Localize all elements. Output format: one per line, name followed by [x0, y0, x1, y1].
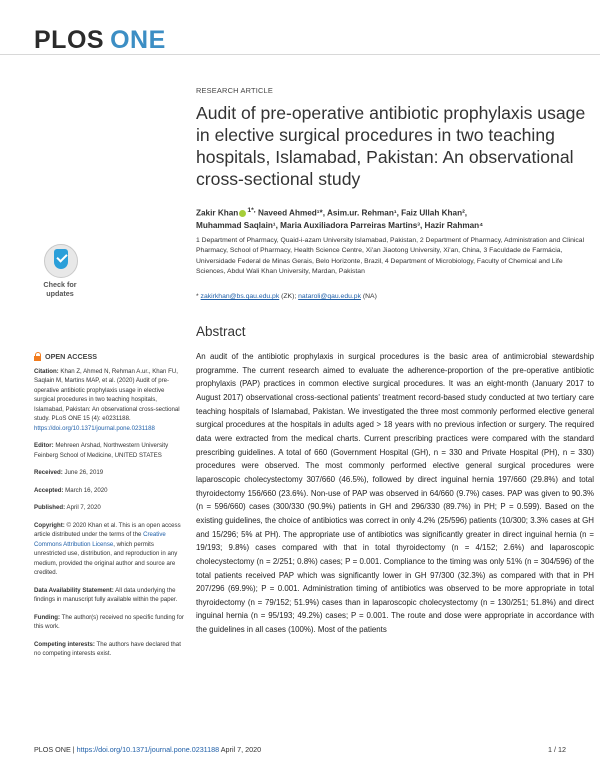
open-access-label [34, 352, 184, 362]
footer-date: April 7, 2020 [219, 745, 262, 754]
editor-label: Editor: [34, 442, 54, 449]
logo-plos: PLOS [34, 26, 105, 54]
header-divider [0, 54, 600, 55]
competing-label: Competing interests: [34, 640, 95, 648]
article-info-sidebar [34, 352, 184, 667]
check-for-updates-badge[interactable] [34, 244, 86, 306]
article-type: RESEARCH ARTICLE [196, 86, 273, 95]
email-end: (NA) [360, 293, 377, 300]
author-rest-line1: Naveed Ahmed¹*, Asim.ur. Rehman¹, Faiz Ullah Khan², [255, 208, 468, 218]
funding-label: Funding: [34, 613, 61, 621]
competing-text: The authors have declared that no competing interests exist. [34, 640, 181, 657]
footer-journal: PLOS ONE | [34, 745, 77, 754]
funding-text: The author(s) received no specific funding for this work. [34, 613, 184, 630]
abstract-body: An audit of the antibiotic prophylaxis in surgical procedures is the basic area of antimicrobial stewardship programme. The current research aimed to evaluate the adherence-proportion of the pre-operative antibiotic prophylaxis (PAP) practices in common elective surgical procedures. It was an eight-month (January 2017 to August 2017) observational cross-sectional patients' treatment record-based study conducted at two tertiary care teaching hospitals of Islamabad, Pakistan. We investigated the three most commonly performed elective general surgical procedures at the hospitals in adults aged > 18 years with no previous infection or surgery. The required data were extracted from the medical charts. Current prescribing practices were compared with the standard prescribing guidelines. A total of 660 (Government Hospital (GH), n = 330 and Private Hospital (PH), n = 330) procedures were observed. The most commonly performed elective general surgical procedures were laparoscopic cholecystectomy 307/660 (46.5%), followed by direct inguinal hernia 197/660 (29.8%) and total thyroidectomy 156/660 (23.6%). Non-use of PAP was observed in 64/660 (9.7%) cases. PAP was given to 90.3% (n = 596/660) cases (300/330 (90.9%) patients in GH and 296/330 (89.7%) in PH; P = 0.599). Based on the existing guidelines, the choice of antibiotics was correct in only 4.2% (25/596) patients (10/300; 3.3% cases at GH and 15/296; 5% at PH). The appropriate use of antibiotics was significantly greater in direct inguinal hernia (n = 19/193; 9.8%) cases compared with that in total thyroidectomy (n = 4/152; 2.6%) and laparoscopic cholecystectomy (n = 2/251; 0.8%) cases; P = 0.001. Compliance to the timing was only 51% (n = 304/596) of the total patients received PAP which was significantly lower in GH 97/300 (32.3%) as compared with that in PH 207/296 (69.9%); P = 0.001. Administration timing of antibiotics was observed to be more appropriate in total thyroidectomy (n = 79/152; 51.9%) cases than in laparoscopic cholecystectomy (n = 130/251; 51.8%) and direct inguinal hernia (n = 95/193; 49.2%) cases; P = 0.001. The route and dose were appropriate in accordance with the guidelines in all cases (100%). Most of the patients [196, 352, 594, 635]
citation-block [34, 367, 184, 434]
logo-one: ONE [110, 26, 166, 54]
published-block [34, 503, 184, 513]
data-availability-label: Data Availability Statement: [34, 586, 114, 594]
email-link-na[interactable]: nataroli@qau.edu.pk [298, 293, 361, 300]
accepted-date: March 16, 2020 [63, 486, 108, 494]
received-date: June 26, 2019 [62, 469, 104, 476]
citation-text: Khan Z, Ahmed N, Rehman A.ur., Khan FU, Saqlain M, Martins MAP, et al. (2020) Audit of pre-operative antibiotic prophylaxis usage in elective surgical procedures in two teaching hospitals, Islamabad, Pakistan: An observational cross-sectional study. PLoS ONE 15 (4): e0231188. [34, 367, 180, 422]
data-availability-text: All data underlying the findings in manuscript fully available within the paper. [34, 586, 178, 603]
accepted-label: Accepted: [34, 486, 64, 494]
author-first: Zakir Khan [196, 208, 239, 218]
affiliations: 1 Department of Pharmacy, Quaid-i-azam University Islamabad, Pakistan, 2 Department of Pharmacy, Administration and Clinical Pharmacy, School of Pharmacy, Health Science Centre, Xi'an Jiaotong University, Xi'an, China, 3 Faculdade de Farmácia, Universidade Federal de Minas Gerais, Belo Horizonte, Brazil, 4 Department of Microbiology, Faculty of Chemical and Life Sciences, Abdul Wali Khan University, Mardan, Pakistan [196, 237, 585, 276]
citation-label: Citation: [34, 367, 59, 375]
footer-doi-link[interactable]: https://doi.org/10.1371/journal.pone.0231188 [76, 745, 220, 754]
received-block [34, 468, 184, 478]
page-footer [34, 745, 566, 754]
page-number: 1 / 12 [548, 745, 566, 754]
author-list [196, 205, 591, 232]
check-updates-icon [44, 244, 78, 278]
corresponding-emails [196, 293, 377, 300]
published-date: April 7, 2020 [65, 504, 101, 511]
email-mid: (ZK); [279, 293, 299, 300]
orcid-icon[interactable] [239, 210, 246, 217]
license-link[interactable]: Creative Commons Attribution License [34, 531, 166, 548]
check-updates-label: Check for updates [43, 280, 77, 298]
abstract-heading: Abstract [196, 324, 246, 339]
funding-block [34, 613, 184, 632]
competing-interests-block [34, 640, 184, 659]
open-access-text: OPEN ACCESS [45, 352, 98, 361]
open-lock-icon [34, 352, 41, 361]
editor-text: Mehreen Arshad, Northwestern University Feinberg School of Medicine, UNITED STATES [34, 442, 169, 459]
received-label: Received: [34, 469, 63, 476]
accepted-block [34, 486, 184, 496]
published-label: Published: [34, 504, 66, 511]
journal-logo[interactable] [34, 26, 166, 55]
citation-doi-link[interactable]: https://doi.org/10.1371/journal.pone.0231188 [34, 424, 155, 432]
email-star: * [196, 293, 201, 300]
author-first-sup: 1*, [247, 207, 256, 214]
author-line2: Muhammad Saqlain¹, Maria Auxiliadora Parreiras Martins³, Hazir Rahman⁴ [196, 220, 484, 230]
editor-block [34, 441, 184, 460]
email-link-zk[interactable]: zakirkhan@bs.qau.edu.pk [200, 293, 280, 300]
copyright-text-1: © 2020 Khan et al. This is an open access article distributed under the terms of the [34, 521, 181, 538]
data-availability-block [34, 586, 184, 605]
article-title: Audit of pre-operative antibiotic prophylaxis usage in elective surgical procedures in two teaching hospitals, Islamabad, Pakistan: An observational cross-sectional study [196, 103, 586, 189]
copyright-block [34, 521, 184, 578]
copyright-text-2: , which permits unrestricted use, distribution, and reproduction in any medium, provided the original author and source are credited. [34, 540, 178, 576]
copyright-label: Copyright: [34, 521, 65, 529]
